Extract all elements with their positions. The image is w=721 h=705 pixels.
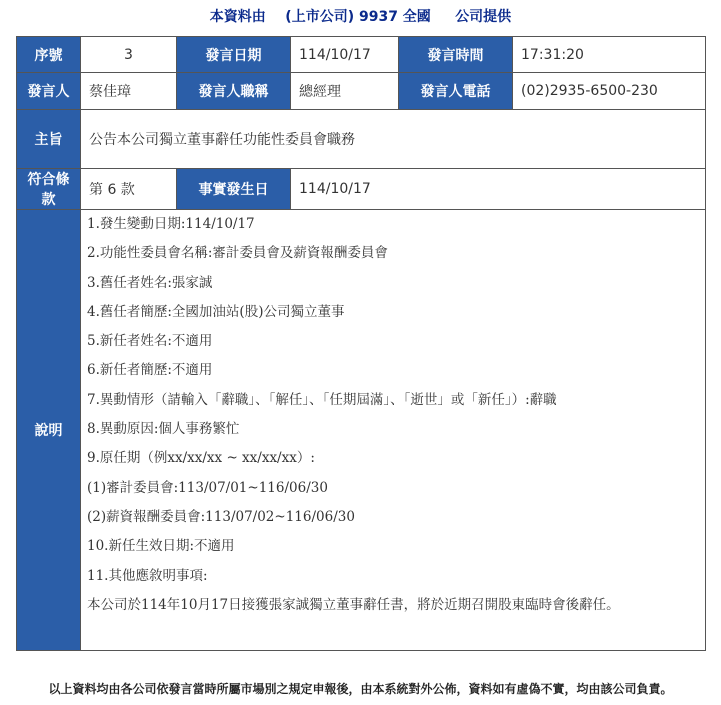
time-value: 17:31:20 [513,37,706,73]
description-line: 本公司於114年10月17日接獲張家誠獨立董事辭任書，將於近期召開股東臨時會後辭任。 [87,596,620,613]
description-line: 6.新任者簡歷:不適用 [87,362,213,379]
table-row [17,210,706,651]
description-body [81,210,706,651]
speaker-label: 發言人 [17,73,81,110]
provider-header [0,6,721,26]
phone-value: (02)2935-6500-230 [513,73,706,110]
header-prefix: 本資料由 [209,9,266,25]
event-date-label: 事實發生日 [177,169,291,210]
date-value: 114/10/17 [291,37,399,73]
table-row [17,169,706,210]
description-line: 10.新任生效日期:不適用 [87,538,235,555]
description-line: 11.其他應敘明事項: [87,567,208,584]
description-lines [87,210,697,620]
description-line: 3.舊任者姓名:張家誠 [87,274,213,291]
seq-label: 序號 [17,37,81,73]
date-label: 發言日期 [177,37,291,73]
clause-value: 第 6 款 [81,169,177,210]
clause-label: 符合條款 [17,169,81,210]
description-line: 4.舊任者簡歷:全國加油站(股)公司獨立董事 [87,303,345,320]
description-line: (1)審計委員會:113/07/01~116/06/30 [87,479,328,496]
announcement-table [16,36,706,651]
description-line: 9.原任期（例xx/xx/xx ~ xx/xx/xx）: [87,450,315,467]
speaker-title-value: 總經理 [291,73,399,110]
description-line: (2)薪資報酬委員會:113/07/02~116/06/30 [87,508,355,525]
description-line: 1.發生變動日期:114/10/17 [87,216,255,232]
disclaimer-footer: 以上資料均由各公司依發言當時所屬市場別之規定申報後，由本系統對外公佈，資料如有虛偽不實，均由該公司負責。 [48,682,673,696]
speaker-title-label: 發言人職稱 [177,73,291,110]
table-row [17,73,706,110]
time-label: 發言時間 [399,37,513,73]
description-line: 8.異動原因:個人事務繁忙 [87,421,240,438]
table-row [17,110,706,169]
phone-label: 發言人電話 [399,73,513,110]
header-company: (上市公司) 9937 全國 [285,9,431,25]
description-label: 說明 [17,210,81,651]
speaker-value: 蔡佳璋 [81,73,177,110]
event-date-value: 114/10/17 [291,169,706,210]
description-line: 7.異動情形（請輸入「辭職」、「解任」、「任期屆滿」、「逝世」或「新任」）:辭職 [87,391,557,408]
seq-value: 3 [81,37,177,73]
table-row [17,37,706,73]
subject-label: 主旨 [17,110,81,169]
subject-value: 公告本公司獨立董事辭任功能性委員會職務 [81,110,706,169]
header-suffix: 公司提供 [455,9,512,25]
description-line: 2.功能性委員會名稱:審計委員會及薪資報酬委員會 [87,245,388,262]
description-line: 5.新任者姓名:不適用 [87,333,213,350]
